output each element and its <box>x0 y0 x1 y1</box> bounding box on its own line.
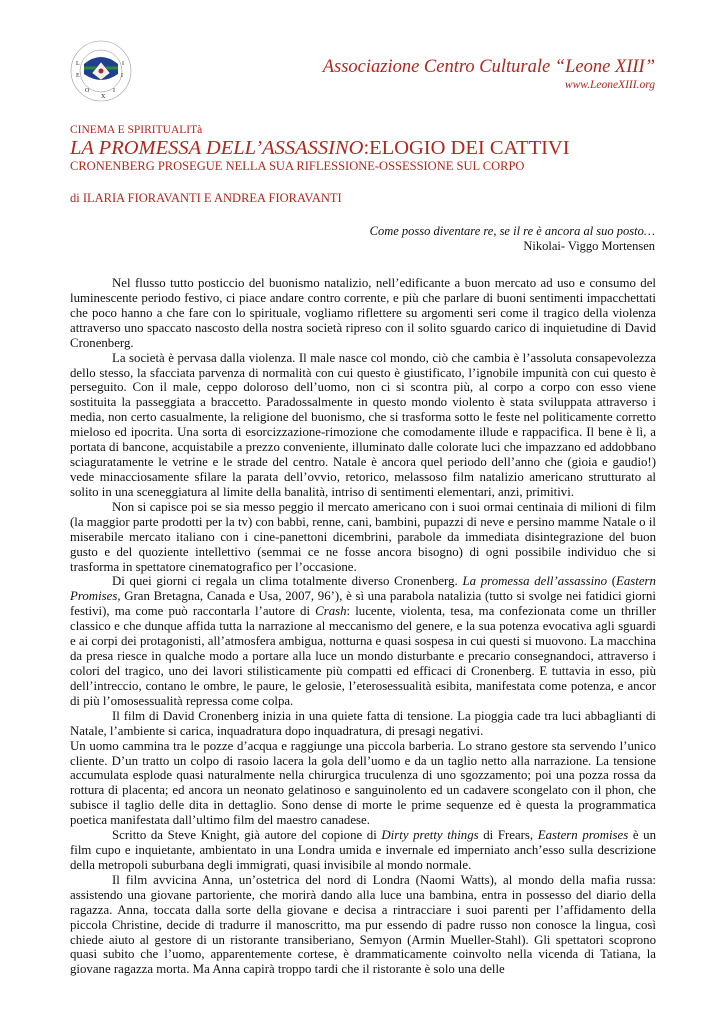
logo-letter: I <box>121 73 123 79</box>
article-body <box>70 276 656 977</box>
epigraph-text: Come posso diventare re, se il re è ancora al suo posto… <box>369 224 655 238</box>
epigraph-attribution: Nikolai- Viggo Mortensen <box>523 238 655 253</box>
body-paragraph: Nel flusso tutto posticcio del buonismo natalizio, nell’edificante a buon mercato ad uso e consumo del luminescente periodo festivo, ci piace andare contro corrente, e più che parlare di buoni sentimenti impacchettati che poco hanno a che fare con lo spirituale, vogliamo riflettere su argomenti seri come il tragico della violenza attraverso uno spaccato nascosto della nostra società ripreso con il solito sguardo carico di inquietudine di David Cronenberg. <box>70 276 656 350</box>
body-paragraph: Non si capisce poi se sia messo peggio il mercato americano con i suoi ormai centinaia di milioni di film (la maggior parte prodotti per la tv) con babbi, renne, cani, bambini, pupazzi di neve e persino mamme Natale o il miserabile mercato italiano con i cine-panettoni dicembrini, parabole da immediata disintegrazione del buon gusto e del quoziente intellettivo (semmai ce ne fosse ancora bisogno) di ogni possibile individuo che si trasforma in spettatore cinematografico per l’occasione. <box>70 499 656 574</box>
org-url[interactable]: www.LeoneXIII.org <box>564 79 655 91</box>
body-paragraph: Un uomo cammina tra le pozze d’acqua e raggiunge una piccola barberia. Lo strano gestore sta servendo l’unico cliente. D’un tratto un colpo di rasoio lacera la gola dell’uomo e da un taglio netto alla narrazione. La tensione accumulata esplode quasi naturalmente nella chirurgica truculenza di uno sgozzamento; poi una pozza rossa da rottura di placenta; ed ancora un neonato gelatinoso e sanguinolento ed un cadavere scongelato con il phon, che subisce il taglio delle dita in dettaglio. Sono dense di morte le prime sequenze ed è questa la programmatica poetica manifestata dall’ultimo film del maestro canadese. <box>70 738 656 828</box>
body-paragraph: Il film di David Cronenberg inizia in una quiete fatta di tensione. La pioggia cade tra luci abbaglianti di Natale, l’ambiente si carica, inquadratura dopo inquadratura, di presagi negativi. <box>70 708 656 738</box>
section-label: CINEMA E SPIRITUALITà <box>70 124 203 136</box>
article-title <box>70 137 660 159</box>
logo-letter: I <box>113 88 115 94</box>
article-heading <box>70 123 660 205</box>
article-authors: di ILARIA FIORAVANTI E ANDREA FIORAVANTI <box>70 191 342 205</box>
logo-letter: I <box>122 61 124 67</box>
body-paragraph: Il film avvicina Anna, un’ostetrica del nord di Londra (Naomi Watts), al mondo della mafia russa: assistendo una giovane partoriente, che morirà dando alla luce una bambina, entra in possesso del diario della ragazza. Anna, toccata dalla sorte della giovane e decisa a rintracciare i suoi parenti per l’affidamento della piccola Christine, decide di tradurre il manoscritto, ma pur essendo di padre russo non conosce la lingua, così chiede aiuto al gestore di un ristorante transiberiano, Semyon (Armin Mueller-Stahl). Gli spettatori scoprono quasi subito che l’uomo, apparentemente cortese, è drammaticamente coinvolto nella vicenda di Tatiana, la giovane ragazza morta. Ma Anna capirà troppo tardi che il ristorante è solo una delle <box>70 872 656 977</box>
logo-letter: L <box>76 61 80 67</box>
title-rest: :ELOGIO DEI CATTIVI <box>363 137 570 159</box>
title-italic: LA PROMESSA DELL’ASSASSINO <box>70 137 364 159</box>
body-paragraph: La società è pervasa dalla violenza. Il male nasce col mondo, ciò che cambia è l’assoluta consapevolezza dello stesso, la sfacciata parvenza di normalità con cui questo è giustificato, l’ignobile impunità con cui questo è perseguito. Con il male, ceppo doloroso dell’uomo, non ci si scontra più, al corpo a corpo con esso viene sostituita la passeggiata a braccetto. Paradossalmente in questo mondo violento è stata sviluppata attraverso i media, non certo casualmente, la religione del buonismo, che si trasforma sotto le feste nel politicamente corretto mieloso ed ipocrita. Una sorta di esorcizzazione-rimozione che comodamente illude e rappacifica. Il bene è lì, a portata di bancone, acquistabile a prezzo conveniente, illuminato dalle colorate luci che impazzano ed addobbano sciaguratamente le vetrine e le strade del centro. Natale è ancora quel periodo dell’anno che (gioia e gaudio!) vede minacciosamente sfilare la parata dell’ovvio, retorico, melassoso film natalizio americano strutturato al solito in una sceneggiatura al limite della banalità, intriso di sentimenti elementari, anzi, primitivi. <box>70 350 656 499</box>
org-name: Associazione Centro Culturale “Leone XIII” <box>322 57 655 77</box>
logo-letter: E <box>76 73 80 79</box>
body-paragraph: Di quei giorni ci regala un clima totalmente diverso Cronenberg. La promessa dell’assassino (Eastern Promises, Gran Bretagna, Canada e Usa, 2007, 96’), è sì una parabola natalizia (tutto si svolge nei fatidici giorni festivi), ma come può raccontarla l’autore di Crash: lucente, violenta, tesa, ma confezionata come un thriller classico e che dunque affida tutta la narrazione al meccanismo del genere, e la sua potenza evocativa agli sguardi e ai corpi dei protagonisti, all’atmosfera ambigua, notturna e quasi sospesa in cui questi si muovono. La macchina da presa riesce in qualche modo a portare alla luce un mondo disturbante e precario consegnandoci, attraverso i colori del tragico, uno dei lavori stilisticamente più compatti ed efficaci di Cronenberg. E tuttavia in esso, più dell’intreccio, contano le ombre, le paure, le gelosie, l’eterosessualità esibita, manifestata come potenza, e ancor di più l’omosessualità repressa come colpa. <box>70 574 656 708</box>
epigraph <box>370 224 655 253</box>
org-header <box>323 57 655 92</box>
logo-letter: O <box>85 88 90 94</box>
body-paragraph: Scritto da Steve Knight, già autore del copione di Dirty pretty things di Frears, Eastern promises è un film cupo e inquietante, ambientato in una Londra umida e invernale ed imperniato anch’esso sulla descrizione della metropoli suburbana degli immigrati, quasi invisibile al mondo normale. <box>70 828 657 872</box>
association-logo <box>70 40 132 102</box>
article-subtitle: CRONENBERG PROSEGUE NELLA SUA RIFLESSIONE-OSSESSIONE SUL CORPO <box>70 159 525 173</box>
logo-letter: X <box>101 94 106 100</box>
